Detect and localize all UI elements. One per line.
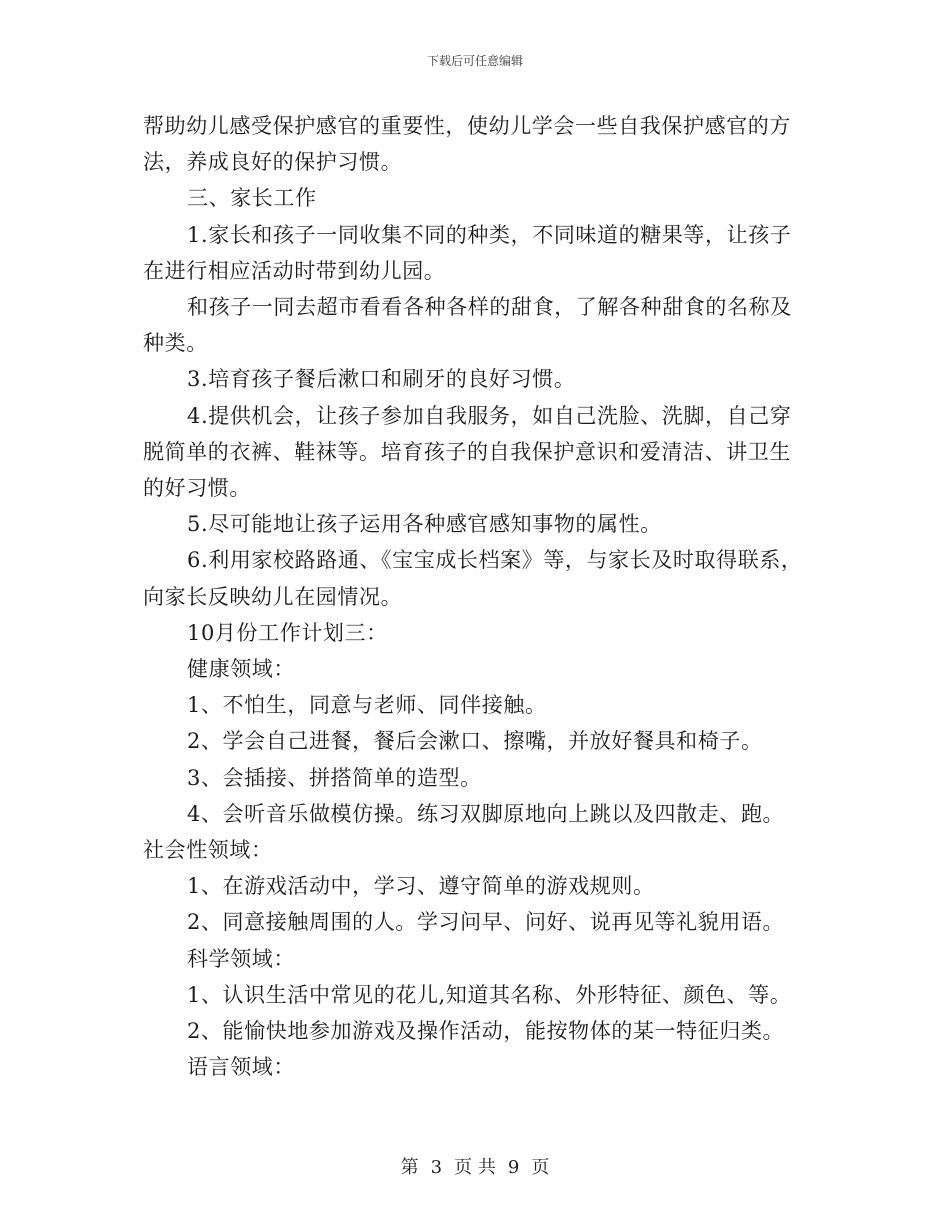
text-line: 法，养成良好的保护习惯。 [143, 150, 403, 175]
text-line: 1.家长和孩子一同收集不同的种类，不同味道的糖果等，让孩子 [187, 222, 792, 247]
page-footer [0, 1153, 950, 1179]
text-line: 2、同意接触周围的人。学习问早、问好、说再见等礼貌用语。 [187, 910, 785, 935]
text-line: 4.提供机会，让孩子参加自我服务，如自己洗脸、洗脚，自己穿 [187, 403, 792, 428]
footer-current-page: 3 [430, 1157, 443, 1178]
text-line: 三、家长工作 [187, 186, 317, 211]
text-line: 脱简单的衣裤、鞋袜等。培育孩子的自我保护意识和爱清洁、讲卫生 [143, 439, 791, 464]
text-line: 1、在游戏活动中，学习、遵守简单的游戏规则。 [187, 874, 655, 899]
text-line: 2、能愉快地参加游戏及操作活动，能按物体的某一特征归类。 [187, 1019, 785, 1044]
text-line: 5.尽可能地让孩子运用各种感官感知事物的属性。 [187, 512, 662, 537]
text-line: 在进行相应活动时带到幼儿园。 [143, 258, 446, 283]
text-line: 帮助幼儿感受保护感官的重要性，使幼儿学会一些自我保护感官的方 [143, 114, 791, 138]
text-line: 1、不怕生，同意与老师、同伴接触。 [187, 693, 547, 718]
text-line: 6.利用家校路路通、《宝宝成长档案》等，与家长及时取得联系， [187, 548, 803, 573]
text-line: 语言领域： [187, 1055, 295, 1080]
footer-suffix: 页 [531, 1157, 550, 1178]
footer-prefix: 第 [400, 1157, 419, 1178]
text-line: 健康领域： [187, 657, 295, 682]
text-line: 1、认识生活中常见的花儿,知道其名称、外形特征、颜色、等。 [187, 982, 792, 1007]
text-line: 10月份工作计划三： [187, 620, 388, 645]
text-line: 3.培育孩子餐后漱口和刷牙的良好习惯。 [187, 367, 576, 392]
text-line: 4、会听音乐做模仿操。练习双脚原地向上跳以及四散走、跑。 [187, 801, 785, 826]
text-line: 向家长反映幼儿在园情况。 [143, 584, 403, 609]
text-line: 3、会插接、拼搭简单的造型。 [187, 765, 482, 790]
footer-middle: 页 共 [454, 1157, 496, 1178]
page-header: 下载后可任意编辑 [426, 54, 523, 68]
text-line: 种类。 [143, 331, 208, 356]
text-line: 社会性领域： [143, 838, 273, 863]
text-line: 的好习惯。 [143, 476, 251, 501]
text-line: 科学领域： [187, 946, 295, 971]
text-line: 和孩子一同去超市看看各种各样的甜食，了解各种甜食的名称及 [187, 295, 792, 320]
footer-total-pages: 9 [507, 1157, 520, 1178]
document-body [143, 108, 815, 1085]
text-line: 2、学会自己进餐，餐后会漱口、擦嘴，并放好餐具和椅子。 [187, 729, 763, 754]
